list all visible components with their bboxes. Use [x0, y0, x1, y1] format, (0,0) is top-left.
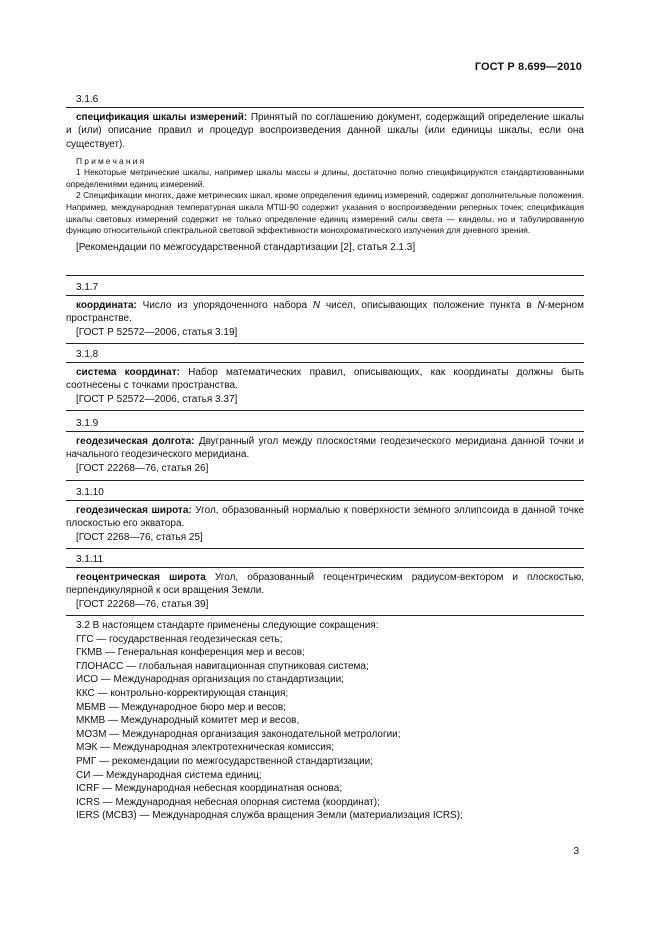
source-reference: [Рекомендации по межгосударственной стандартизации [2], статья 2.1.3] — [76, 241, 416, 253]
abbreviation-item: МЭК — Международная электротехническая комиссия; — [76, 742, 334, 754]
definition-part: чисел, описывающих положение пункта в — [320, 300, 538, 311]
section-number: 3.1.9 — [76, 418, 99, 429]
definition-box-3-1-7 — [66, 295, 584, 344]
note-2: 2 Спецификации многих, даже метрических шкал, кроме определения единиц измерений, содержат дополнительные положения. Например, международная температурная шкала МТШ-90 содержит указания о воспроизведении реперных точек; спецификация шкалы световых измерений содержит не только определение единиц измерений силы света — канделы, но и табулированную функцию относительной спектральной световой эффективности монохроматического излучения для дневного зрения. — [66, 190, 584, 236]
term: геоцентрическая широта — [76, 572, 206, 583]
term: система координат: — [76, 367, 180, 378]
abbreviation-item: МКМВ — Международный комитет мер и весов, — [76, 715, 300, 727]
section-number: 3.1.11 — [76, 554, 104, 565]
definition-box-3-1-10 — [66, 500, 584, 549]
note-1: 1 Некоторые метрические шкалы, например шкалы массы и длины, достаточно полно специфицируются стандартизованными определениями единиц измерений. — [66, 167, 584, 189]
source-reference: [ГОСТ 22268—76, статья 39] — [76, 598, 209, 610]
definition-box-3-1-9 — [66, 431, 584, 481]
source-reference: [ГОСТ 2268—76, статья 25] — [76, 531, 203, 543]
abbreviation-item: ГКМВ — Генеральная конференция мер и весов; — [76, 647, 305, 659]
abbreviation-item: МБМВ — Международное бюро мер и весов; — [76, 701, 286, 713]
abbreviation-item: ГГС — государственная геодезическая сеть; — [76, 633, 283, 645]
page-number: 3 — [573, 846, 579, 857]
section-number: 3.1.7 — [76, 282, 99, 293]
variable-n: N — [312, 300, 321, 311]
notes-title: Примечания — [76, 156, 147, 167]
source-reference: [ГОСТ Р 52572—2006, статья 3.19] — [76, 326, 238, 338]
source-reference: [ГОСТ 22268—76, статья 26] — [76, 462, 209, 474]
abbreviation-item: МОЗМ — Международная организация законодательной метрологии; — [76, 728, 401, 740]
abbreviation-item: IERS (МСВЗ) — Международная служба вращения Земли (материализация ICRS); — [76, 810, 463, 822]
section-number: 3.1.6 — [76, 94, 99, 105]
definition: Набор математических правил, описывающих, как координаты должны быть соотнесены с точками пространства. — [66, 367, 584, 392]
abbreviation-item: ГЛОНАСС — глобальная навигационная спутниковая система; — [76, 660, 369, 672]
definition-paragraph — [66, 435, 584, 462]
abbreviation-item: ККС — контрольно-корректирующая станция; — [76, 687, 289, 699]
definition-paragraph — [66, 366, 584, 393]
definition-part: Число из упорядоченного набора — [136, 300, 313, 311]
section-number: 3.1.10 — [76, 487, 104, 498]
abbreviation-item: РМГ — рекомендации по межгосударственной стандартизации; — [76, 755, 374, 767]
abbreviation-item: ICRS — Международная небесная опорная система (координат); — [76, 796, 380, 808]
abbreviations-intro: 3.2 В настоящем стандарте применены следующие сокращения: — [76, 620, 379, 631]
definition-box-3-1-6 — [66, 107, 584, 276]
document-header: ГОСТ Р 8.699—2010 — [474, 61, 582, 73]
term: геодезическая долгота: — [76, 436, 195, 447]
definition-paragraph — [66, 299, 584, 326]
abbreviation-item: СИ — Международная система единиц; — [76, 769, 262, 781]
definition: Угол, образованный нормалью к поверхности земного эллипсоида в данной точке плоскостью его экватора. — [66, 505, 584, 530]
abbreviation-item: ИСО — Международная организация по стандартизации; — [76, 674, 344, 686]
source-reference: [ГОСТ Р 52572—2006, статья 3.37] — [76, 393, 238, 405]
abbreviation-item: ICRF — Международная небесная координатная основа; — [76, 783, 343, 795]
definition-paragraph — [66, 111, 584, 151]
definition-box-3-1-8 — [66, 362, 584, 411]
definition-paragraph — [66, 571, 584, 598]
abbreviations-list — [76, 619, 586, 823]
definition-paragraph — [66, 504, 584, 531]
term: геодезическая широта: — [76, 505, 192, 516]
definition: Принятый по соглашению документ, содержащий определение шкалы и (или) описание правил и процедур воспроизведения данной шкалы (или единицы шкалы, если она существует). — [66, 112, 584, 150]
definition-part: -мерном пространстве. — [66, 300, 584, 325]
term: спецификация шкалы измерений: — [76, 112, 248, 123]
term: координата: — [76, 300, 137, 311]
definition-box-3-1-11 — [66, 567, 584, 616]
variable-n: N — [537, 300, 545, 311]
definition: Двугранный угол между плоскостями геодезического меридиана данной точки и начального геодезического меридиана. — [66, 436, 585, 461]
section-number: 3.1.8 — [76, 349, 99, 360]
definition: Угол, образованный геоцентрическим радиусом-вектором и плоскостью, перпендикулярной к оси вращения Земли. — [66, 572, 585, 597]
